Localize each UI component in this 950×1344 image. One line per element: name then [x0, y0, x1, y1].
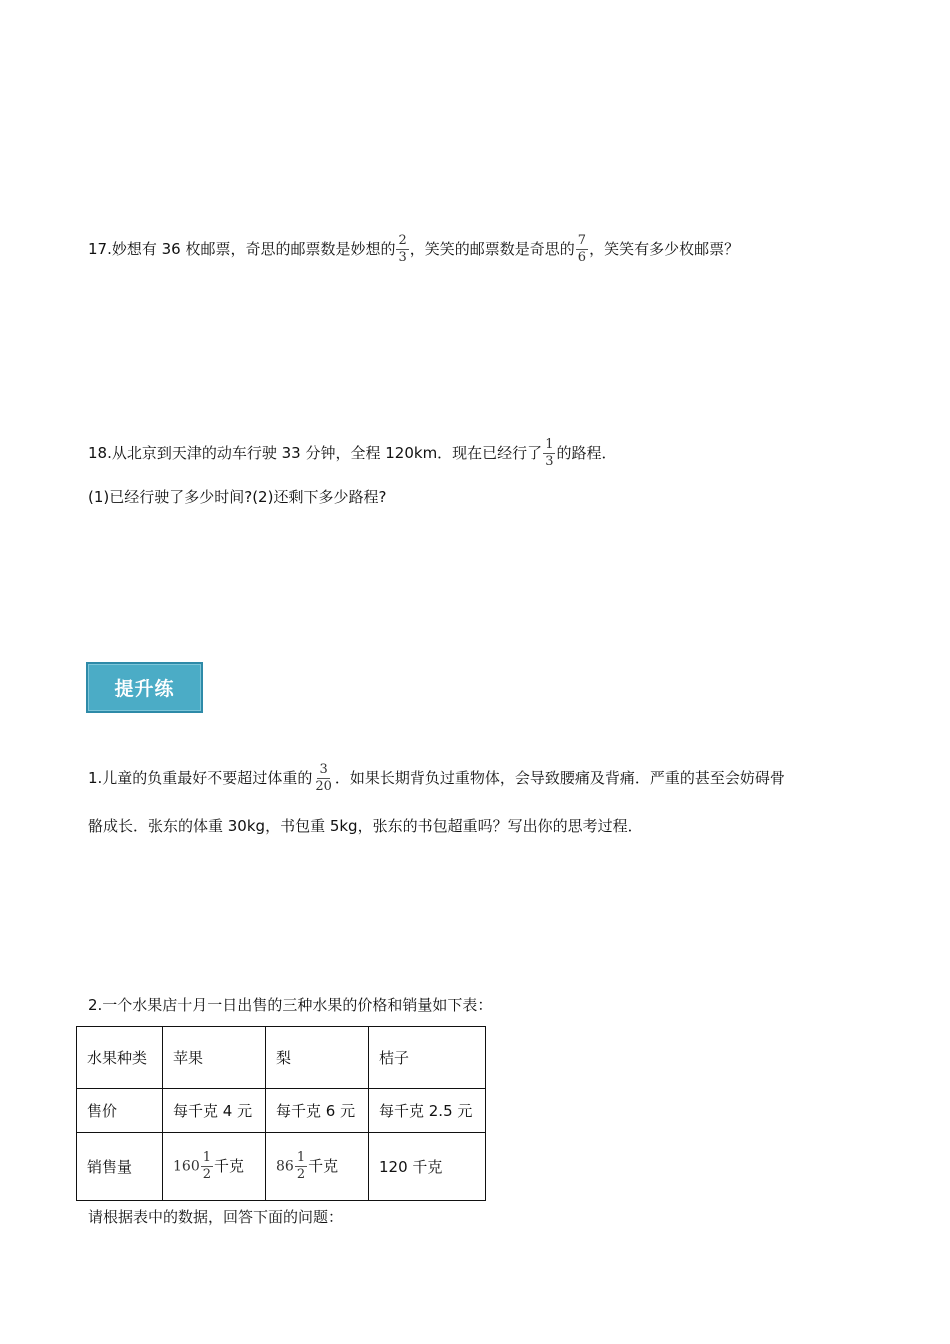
- problem-2-intro: 2.一个水果店十月一日出售的三种水果的价格和销量如下表：: [88, 996, 493, 1014]
- table-cell: 每千克 4 元: [163, 1089, 266, 1133]
- table-header-cell: 梨: [266, 1027, 369, 1089]
- table-row: [77, 1133, 486, 1201]
- unit-label: 千克: [308, 1157, 339, 1175]
- table-cell: 120 千克: [369, 1133, 486, 1201]
- mixed-number-whole: 160: [173, 1158, 200, 1175]
- q17-text-b: ，笑笑的邮票数是奇思的: [409, 240, 575, 258]
- table-cell: 每千克 6 元: [266, 1089, 369, 1133]
- question-18: [88, 438, 616, 469]
- question-17: [88, 234, 739, 265]
- fraction-1-3: $\frac{1}{3}$: [545, 437, 554, 469]
- q17-text-a: 17.妙想有 36 枚邮票，奇思的邮票数是妙想的: [88, 240, 396, 258]
- problem-1-line2: 骼成长．张东的体重 30kg，书包重 5kg，张东的书包超重吗？写出你的思考过程．: [88, 817, 643, 835]
- table-row: [77, 1027, 486, 1089]
- mixed-number-whole: 86: [276, 1158, 294, 1175]
- fruit-sales-table: [76, 1026, 486, 1201]
- table-row: [77, 1089, 486, 1133]
- table-header-cell: 水果种类: [77, 1027, 163, 1089]
- fraction-1-2: $\frac{1}{2}$: [202, 1150, 212, 1182]
- q18-text-b: 的路程．: [556, 444, 617, 462]
- question-18-subparts: (1)已经行驶了多少时间?(2)还剩下多少路程?: [88, 488, 387, 506]
- q17-text-c: ，笑笑有多少枚邮票？: [589, 240, 740, 258]
- problem-2-outro: 请根据表中的数据，回答下面的问题：: [88, 1208, 344, 1226]
- p1-text-b: ．如果长期背负过重物体，会导致腰痛及背痛．严重的甚至会妨碍骨: [334, 769, 785, 787]
- q18-text-a: 18.从北京到天津的动车行驶 33 分钟，全程 120km．现在已经行了: [88, 444, 543, 462]
- table-cell: 销售量: [77, 1133, 163, 1201]
- fraction-1-2: $\frac{1}{2}$: [296, 1150, 306, 1182]
- fraction-7-6: $\frac{7}{6}$: [577, 233, 587, 265]
- problem-1: [88, 763, 785, 794]
- table-cell: 每千克 2.5 元: [369, 1089, 486, 1133]
- fraction-3-20: $\frac{3}{20}$: [315, 762, 332, 794]
- table-cell: [266, 1133, 369, 1201]
- table-header-cell: 桔子: [369, 1027, 486, 1089]
- p1-text-a: 1.儿童的负重最好不要超过体重的: [88, 769, 313, 787]
- table-cell: [163, 1133, 266, 1201]
- section-label-tisheng: 提升练: [86, 662, 203, 713]
- unit-label: 千克: [214, 1157, 245, 1175]
- table-cell: 售价: [77, 1089, 163, 1133]
- fraction-2-3: $\frac{2}{3}$: [398, 233, 407, 265]
- table-header-cell: 苹果: [163, 1027, 266, 1089]
